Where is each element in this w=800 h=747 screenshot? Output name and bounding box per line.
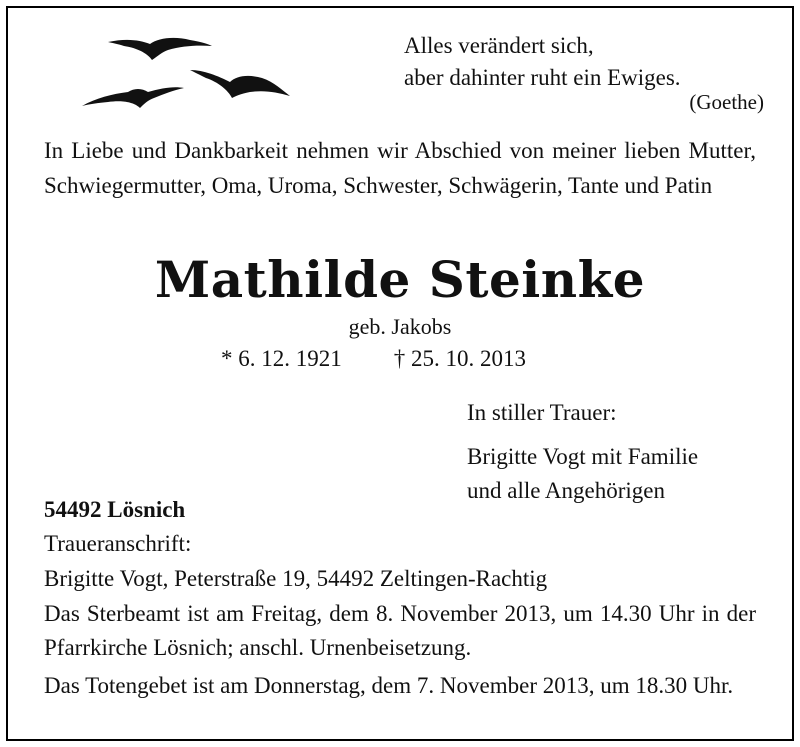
address-value: Brigitte Vogt, Peterstraße 19, 54492 Zeltingen-Rachtig: [44, 566, 548, 591]
life-dates: [221, 343, 526, 375]
intro-text: In Liebe und Dankbarkeit nehmen wir Abschied von meiner lieben Mutter, Schwiegermutter, Oma, Uroma, Schwester, Schwägerin, Tante und Patin: [44, 138, 756, 198]
mourners-heading: In stiller Trauer:: [467, 400, 617, 425]
quote-line-1: Alles verändert sich,: [404, 33, 594, 58]
address-label: Traueranschrift:: [44, 531, 192, 556]
location: 54492 Lösnich: [44, 497, 186, 522]
flying-birds-icon: [78, 30, 292, 116]
bird-top-icon: [108, 38, 212, 60]
totengebet-text: Das Totengebet ist am Donnerstag, dem 7. November 2013, um 18.30 Uhr.: [44, 673, 734, 698]
mourners-line-2: und alle Angehörigen: [467, 478, 666, 503]
birth-date: * 6. 12. 1921: [221, 346, 342, 371]
sterbeamt-text: Das Sterbeamt ist am Freitag, dem 8. November 2013, um 14.30 Uhr in der Pfarrkirche Lösnich; anschl. Urnenbeisetzung.: [44, 601, 756, 660]
death-date: † 25. 10. 2013: [393, 346, 526, 371]
quote-author: (Goethe): [689, 90, 764, 114]
mourners-line-1: Brigitte Vogt mit Familie: [467, 444, 699, 469]
quote-line-2: aber dahinter ruht ein Ewiges.: [404, 65, 681, 90]
mourners-block: [467, 396, 698, 508]
bird-right-icon: [190, 70, 290, 98]
address-block: [44, 526, 547, 596]
birth-name: geb. Jakobs: [348, 314, 452, 339]
deceased-name: Mathilde Steinke: [154, 250, 646, 309]
quote-block: [404, 30, 681, 94]
bird-bottom-icon: [82, 87, 184, 108]
